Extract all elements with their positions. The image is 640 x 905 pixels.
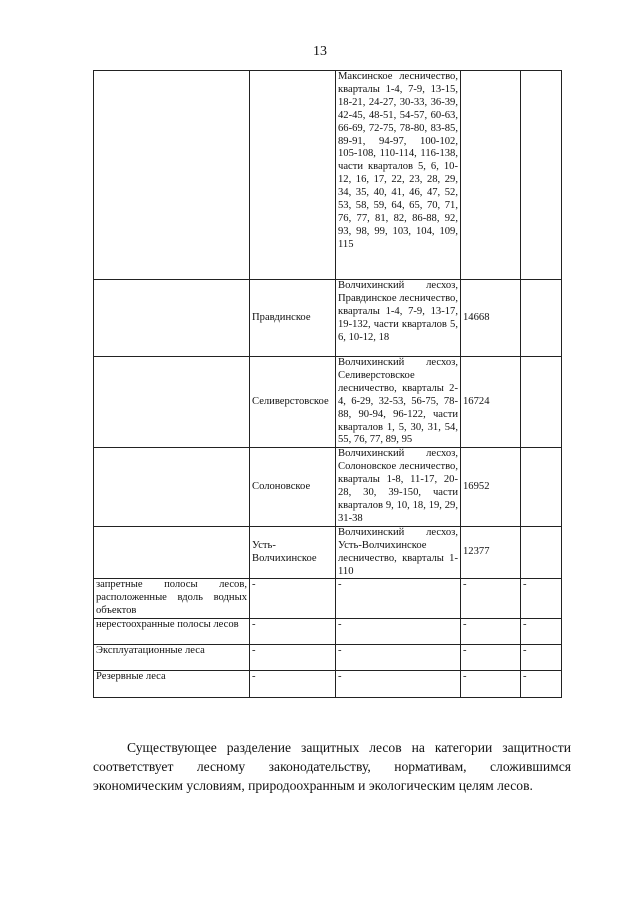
location-cell: - bbox=[336, 579, 461, 619]
table-row bbox=[94, 619, 562, 645]
district-cell bbox=[250, 71, 336, 280]
area-cell: 12377 bbox=[461, 526, 521, 579]
extra-cell bbox=[521, 526, 562, 579]
extra-cell bbox=[521, 357, 562, 448]
table-row bbox=[94, 671, 562, 698]
area-cell bbox=[461, 71, 521, 280]
category-cell bbox=[94, 448, 250, 526]
extra-cell: - bbox=[521, 671, 562, 698]
area-cell: - bbox=[461, 645, 521, 671]
extra-cell bbox=[521, 71, 562, 280]
location-cell: Волчихинский лесхоз, Селиверстовское лесничество, кварталы 2-4, 6-29, 32-53, 56-75, 78-88, 90-94, 96-122, части кварталов 1, 5, 30, 31, 54, 55, 76, 77, 89, 95 bbox=[336, 357, 461, 448]
page-number: 13 bbox=[313, 44, 327, 59]
category-cell bbox=[94, 280, 250, 357]
location-cell: Волчихинский лесхоз, Солоновское лесничество, кварталы 1-8, 11-17, 20-28, 30, 39-150, части кварталов 9, 10, 18, 19, 29, 31-38 bbox=[336, 448, 461, 526]
location-cell: - bbox=[336, 671, 461, 698]
location-cell: Волчихинский лесхоз, Правдинское лесничество, кварталы 1-4, 7-9, 13-17, 19-132, части кварталов 5, 6, 10-12, 18 bbox=[336, 280, 461, 357]
category-cell: запретные полосы лесов, расположенные вдоль водных объектов bbox=[94, 579, 250, 619]
location-cell: - bbox=[336, 619, 461, 645]
forest-protection-table bbox=[93, 70, 562, 698]
extra-cell: - bbox=[521, 579, 562, 619]
category-cell: нерестоохранные полосы лесов bbox=[94, 619, 250, 645]
district-cell: - bbox=[250, 645, 336, 671]
category-cell: Резервные леса bbox=[94, 671, 250, 698]
table-row bbox=[94, 579, 562, 619]
area-cell: - bbox=[461, 619, 521, 645]
district-cell: Усть-Волчихинское bbox=[250, 526, 336, 579]
table-row bbox=[94, 448, 562, 526]
table-row bbox=[94, 526, 562, 579]
category-cell bbox=[94, 526, 250, 579]
table-row bbox=[94, 645, 562, 671]
area-cell: 16724 bbox=[461, 357, 521, 448]
table-row bbox=[94, 280, 562, 357]
district-cell: - bbox=[250, 619, 336, 645]
category-cell: Эксплуатационные леса bbox=[94, 645, 250, 671]
location-cell: Максинское лесничество, кварталы 1-4, 7-9, 13-15, 18-21, 24-27, 30-33, 36-39, 42-45, 48-51, 54-57, 60-63, 66-69, 72-75, 78-80, 83-85, 89-91, 94-97, 100-102, 105-108, 110-114, 116-138, части кварталов 5, 6, 10-12, 16, 17, 22, 23, 28, 29, 34, 35, 40, 41, 46, 47, 52, 53, 58, 59, 64, 65, 70, 71, 76, 77, 81, 82, 86-88, 92, 93, 98, 99, 103, 104, 109, 115 bbox=[336, 71, 461, 280]
area-cell: 16952 bbox=[461, 448, 521, 526]
category-cell bbox=[94, 71, 250, 280]
extra-cell: - bbox=[521, 619, 562, 645]
area-cell: - bbox=[461, 579, 521, 619]
extra-cell bbox=[521, 448, 562, 526]
location-cell: - bbox=[336, 645, 461, 671]
body-paragraph: Существующее разделение защитных лесов на категории защитности соответствует лесному законодательству, нормативам, сложившимся экономическим условиям, природоохранным и экологическим целям лесов. bbox=[93, 739, 571, 793]
table-row bbox=[94, 357, 562, 448]
area-cell: - bbox=[461, 671, 521, 698]
district-cell: - bbox=[250, 671, 336, 698]
district-cell: Правдинское bbox=[250, 280, 336, 357]
district-cell: Солоновское bbox=[250, 448, 336, 526]
location-cell: Волчихинский лесхоз, Усть-Волчихинское лесничество, кварталы 1-110 bbox=[336, 526, 461, 579]
area-cell: 14668 bbox=[461, 280, 521, 357]
table-row bbox=[94, 71, 562, 280]
district-cell: - bbox=[250, 579, 336, 619]
extra-cell: - bbox=[521, 645, 562, 671]
district-cell: Селиверстовское bbox=[250, 357, 336, 448]
extra-cell bbox=[521, 280, 562, 357]
category-cell bbox=[94, 357, 250, 448]
